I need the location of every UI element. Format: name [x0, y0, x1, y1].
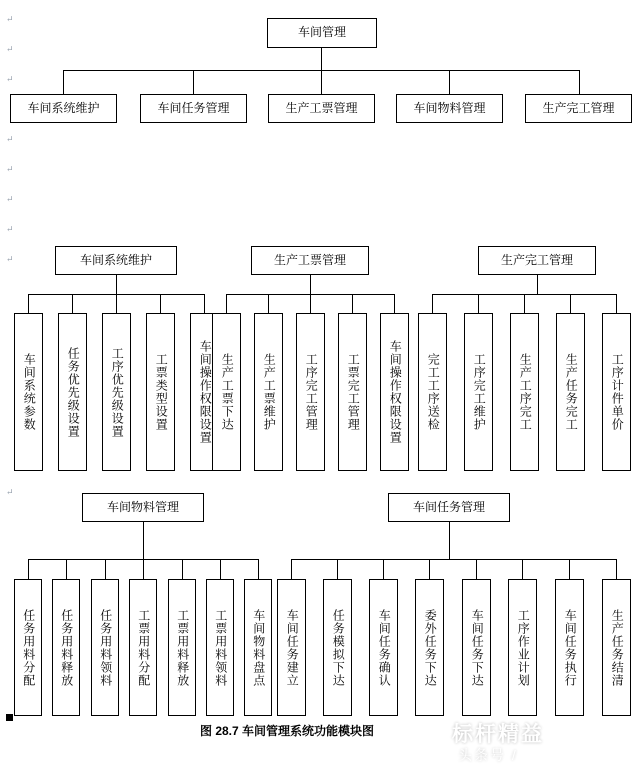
connector: [432, 294, 433, 313]
group-3-child-4: 工票用料释放: [168, 579, 196, 716]
connector: [66, 559, 67, 579]
paragraph-mark: ↵: [6, 487, 14, 497]
end-marker: [6, 714, 13, 721]
connector: [204, 294, 205, 313]
group-3-header: 车间物料管理: [82, 493, 204, 522]
group-2-child-2: 生产工序完工: [510, 313, 539, 471]
watermark-source: 头条号 /: [458, 747, 518, 763]
connector: [429, 559, 430, 579]
paragraph-mark: ↵: [6, 254, 14, 264]
connector: [143, 559, 144, 579]
group-0-child-1: 任务优先级设置: [58, 313, 87, 471]
connector: [268, 294, 269, 313]
group-4-header: 车间任务管理: [388, 493, 510, 522]
group-0-child-4: 车间操作权限设置: [190, 313, 219, 471]
connector: [321, 48, 322, 70]
group-1-child-3: 工票完工管理: [338, 313, 367, 471]
level1-node-4: 生产完工管理: [525, 94, 632, 123]
connector: [352, 294, 353, 313]
paragraph-mark: ↵: [6, 134, 14, 144]
connector: [160, 294, 161, 313]
group-2-header: 生产完工管理: [478, 246, 596, 275]
watermark-text: 标杆精益: [452, 723, 544, 746]
connector: [449, 522, 450, 541]
connector: [143, 541, 144, 559]
connector: [143, 522, 144, 541]
connector: [182, 559, 183, 579]
connector: [394, 294, 395, 313]
connector: [116, 294, 117, 313]
connector: [337, 559, 338, 579]
level1-node-1: 车间任务管理: [140, 94, 247, 123]
connector: [63, 70, 64, 94]
group-4-child-1: 任务模拟下达: [323, 579, 352, 716]
group-2-child-0: 完工工序送检: [418, 313, 447, 471]
connector-bus: [291, 559, 616, 560]
connector: [105, 559, 106, 579]
group-4-child-6: 车间任务执行: [555, 579, 584, 716]
group-3-child-0: 任务用料分配: [14, 579, 42, 716]
root-node: 车间管理: [267, 18, 377, 48]
watermark-badge-icon: 今: [418, 716, 444, 742]
group-4-child-5: 工序作业计划: [508, 579, 537, 716]
connector: [28, 559, 29, 579]
connector: [476, 559, 477, 579]
connector: [616, 559, 617, 579]
connector: [616, 294, 617, 313]
connector: [537, 275, 538, 294]
connector: [383, 559, 384, 579]
connector: [579, 70, 580, 94]
paragraph-mark: ↵: [6, 74, 14, 84]
group-0-child-0: 车间系统参数: [14, 313, 43, 471]
figure-caption: 图 28.7 车间管理系统功能模块图: [200, 724, 375, 738]
group-1-child-4: 车间操作权限设置: [380, 313, 409, 471]
level1-node-2: 生产工票管理: [268, 94, 375, 123]
group-0-header: 车间系统维护: [55, 246, 177, 275]
level1-node-3: 车间物料管理: [396, 94, 503, 123]
connector: [291, 559, 292, 579]
connector: [478, 294, 479, 313]
group-4-child-7: 生产任务结清: [602, 579, 631, 716]
group-3-child-6: 车间物料盘点: [244, 579, 272, 716]
connector: [226, 294, 227, 313]
connector: [258, 559, 259, 579]
connector: [310, 275, 311, 294]
paragraph-mark: ↵: [6, 224, 14, 234]
connector: [570, 294, 571, 313]
group-4-child-3: 委外任务下达: [415, 579, 444, 716]
group-0-child-3: 工票类型设置: [146, 313, 175, 471]
connector: [449, 541, 450, 559]
group-4-child-0: 车间任务建立: [277, 579, 306, 716]
connector: [522, 559, 523, 579]
group-0-child-2: 工序优先级设置: [102, 313, 131, 471]
connector: [310, 294, 311, 313]
group-1-child-1: 生产工票维护: [254, 313, 283, 471]
paragraph-mark: ↵: [6, 194, 14, 204]
connector: [28, 294, 29, 313]
group-4-child-2: 车间任务确认: [369, 579, 398, 716]
level1-node-0: 车间系统维护: [10, 94, 117, 123]
paragraph-mark: ↵: [6, 164, 14, 174]
connector: [569, 559, 570, 579]
group-2-child-1: 工序完工维护: [464, 313, 493, 471]
connector: [524, 294, 525, 313]
group-1-child-0: 生产工票下达: [212, 313, 241, 471]
connector: [321, 70, 322, 94]
connector: [116, 275, 117, 294]
connector: [220, 559, 221, 579]
group-3-child-2: 任务用料领料: [91, 579, 119, 716]
group-2-child-3: 生产任务完工: [556, 313, 585, 471]
connector: [449, 70, 450, 94]
group-1-header: 生产工票管理: [251, 246, 369, 275]
paragraph-mark: ↵: [6, 44, 14, 54]
group-1-child-2: 工序完工管理: [296, 313, 325, 471]
paragraph-mark: ↵: [6, 14, 14, 24]
group-3-child-3: 工票用料分配: [129, 579, 157, 716]
connector: [72, 294, 73, 313]
group-3-child-1: 任务用料释放: [52, 579, 80, 716]
group-3-child-5: 工票用料领料: [206, 579, 234, 716]
connector: [193, 70, 194, 94]
group-2-child-4: 工序计件单价: [602, 313, 631, 471]
group-4-child-4: 车间任务下达: [462, 579, 491, 716]
